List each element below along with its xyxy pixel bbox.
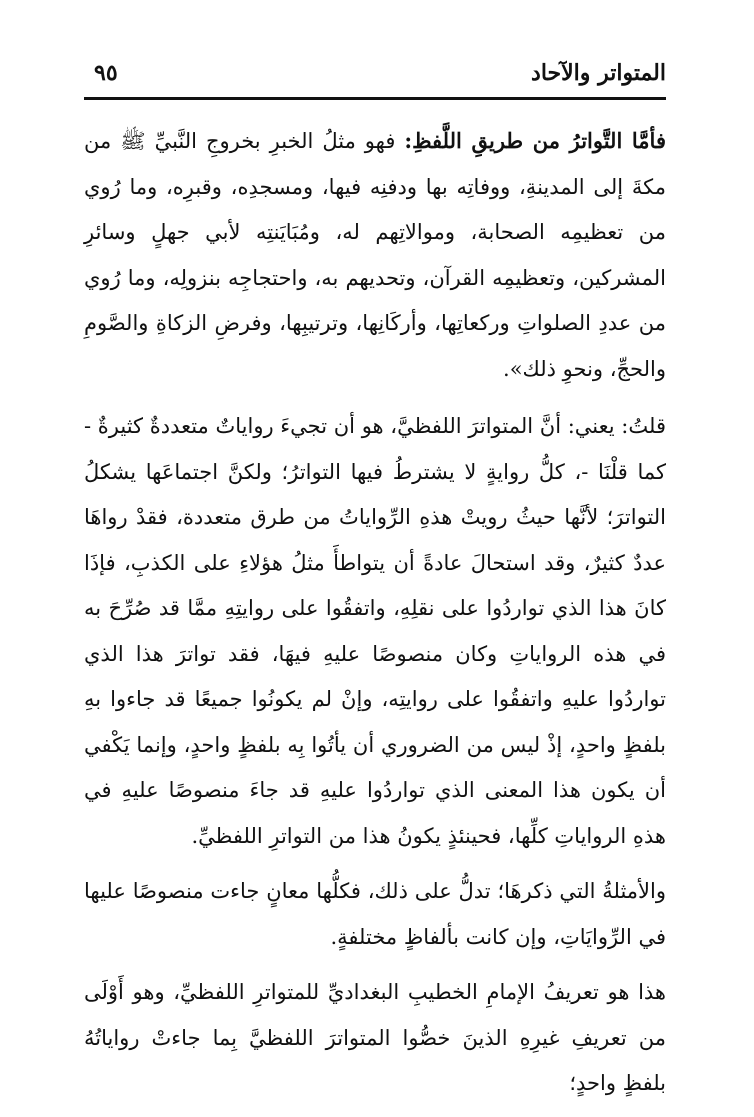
header-rule <box>84 97 666 100</box>
paragraph-commentary <box>84 404 666 859</box>
page-header <box>84 58 666 98</box>
paragraph-examples <box>84 869 666 960</box>
paragraph-definition <box>84 970 666 1107</box>
paragraph-text: هذا هو تعريفُ الإمامِ الخطيبِ البغداديِّ للمتواترِ اللفظيِّ، وهو أَوْلَى من تعريفِ غيرِهِ الذينَ خصُّوا المتواترَ اللفظيَّ بِما جاءتْ رواياتُهُ بلفظٍ واحدٍ؛ <box>84 980 666 1095</box>
page-number: ٩٥ <box>94 60 118 86</box>
running-title: المتواتر والآحاد <box>531 60 666 86</box>
page-body <box>84 118 666 1117</box>
paragraph-text: فهو مثلُ الخبرِ بخروجِ النَّبيِّ ﷺ من مكةَ إلى المدينةِ، ووفاتِه بها ودفنِه فيها، ومسجدِه، وقبرِه، وما رُوي من تعظيمِه الصحابة، وموالاتِهم له، ومُبَايَنتِه لأبي جهلٍ وسائرِ المشركين، وتعظيمِه القرآن، وتحديهم به، واحتجاجِه بنزولِه، وما رُوي من عددِ الصلواتِ وركعاتِها، وأركَانِها، وترتيبِها، وفرضِ الزكاةِ والصَّومِ والحجِّ، ونحوِ ذلك». <box>84 129 666 381</box>
paragraph-text: والأمثلةُ التي ذكرهَا؛ تدلُّ على ذلك، فكلُّها معانٍ جاءت منصوصًا عليها في الرِّوايَاتِ، وإن كانت بألفاظٍ مختلفةٍ. <box>84 879 666 949</box>
paragraph-lead: فأمَّا التَّواترُ من طريقِ اللَّفظِ: <box>404 128 666 153</box>
paragraph-quote <box>84 118 666 392</box>
paragraph-text: قلتُ: يعني: أنَّ المتواترَ اللفظيَّ، هو أن تجيءَ رواياتٌ متعددةٌ كثيرةٌ - كما قلْنَا -، كلُّ روايةٍ لا يشترطُ فيها التواترُ؛ ولكنَّ اجتماعَها يشكلُ التواترَ؛ لأنَّها حيثُ رويتْ هذهِ الرِّواياتُ من طرق متعددة، فقدْ رواهَا عددٌ كثيرٌ، وقد استحالَ عادةً أن يتواطأَ مثلُ هؤلاءِ على الكذبِ، فإذَا كانَ هذا الذي تواردُوا على نقلِهِ، واتفقُوا على روايتِهِ ممَّا قد صُرِّحَ به في هذه الرواياتِ وكان منصوصًا عليهِ فيهَا، فقد تواترَ هذا الذي تواردُوا عليهِ واتفقُوا على روايتِه، وإنْ لم يكونُوا جميعًا قد جاءوا بهِ بلفظٍ واحدٍ، إذْ ليس من الضروري أن يأتُوا بِه بلفظٍ واحدٍ، وإنما يَكْفي أن يكون هذا المعنى الذي تواردُوا عليهِ قد جاءَ منصوصًا عليهِ في هذهِ الرواياتِ كلِّها، فحينئذٍ يكونُ هذا من التواترِ اللفظيِّ. <box>84 414 666 848</box>
